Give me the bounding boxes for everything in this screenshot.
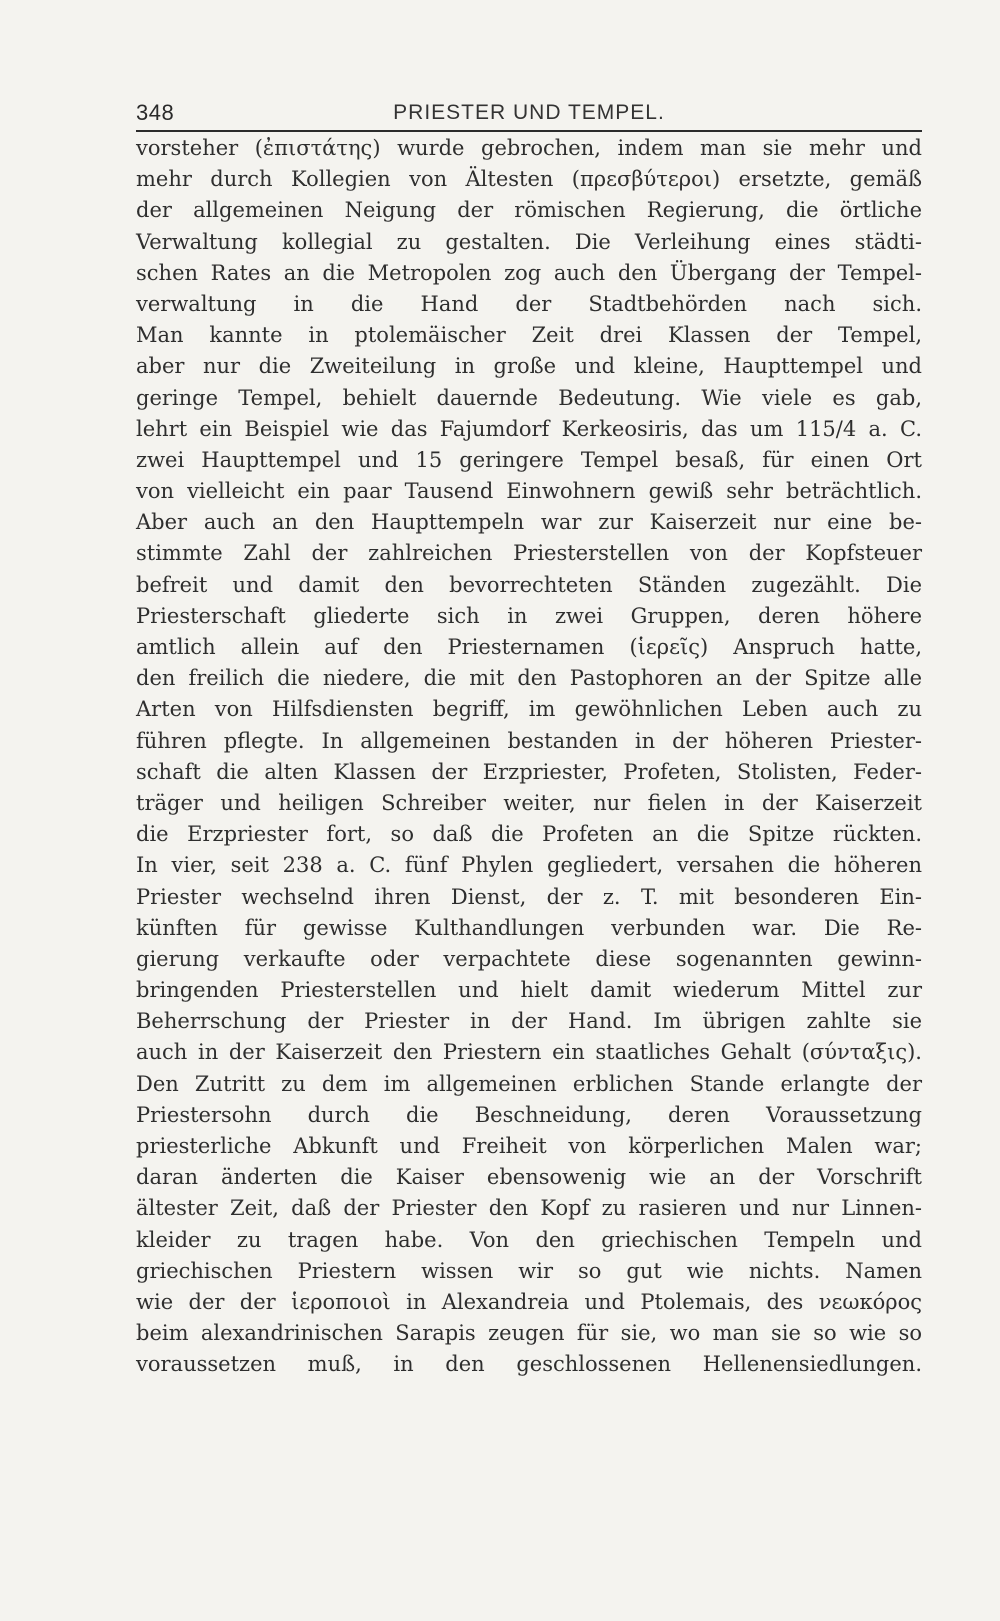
text-line: griechischen Priestern wissen wir so gut wie nichts. Namen	[136, 1258, 922, 1283]
text-line: Priestersohn durch die Beschneidung, deren Voraussetzung	[136, 1102, 922, 1127]
text-line: auch in der Kaiserzeit den Priestern ein staatliches Gehalt (σύνταξις).	[136, 1040, 922, 1065]
page-header	[136, 100, 922, 134]
text-line: kleider zu tragen habe. Von den griechischen Tempeln und	[136, 1227, 922, 1252]
text-line: Beherrschung der Priester in der Hand. Im übrigen zahlte sie	[136, 1009, 922, 1034]
text-line: Verwaltung kollegial zu gestalten. Die Verleihung eines städti-	[136, 229, 922, 254]
text-line: aber nur die Zweiteilung in große und kleine, Haupttempel und	[136, 354, 922, 379]
text-line: schaft die alten Klassen der Erzpriester, Profeten, Stolisten, Feder-	[136, 759, 922, 784]
text-line: Aber auch an den Haupttempeln war zur Kaiserzeit nur eine be-	[136, 510, 922, 535]
text-line: Den Zutritt zu dem im allgemeinen erblichen Stande erlangte der	[136, 1071, 922, 1096]
text-line: Man kannte in ptolemäischer Zeit drei Klassen der Tempel,	[136, 323, 922, 348]
text-line: Priesterschaft gliederte sich in zwei Gruppen, deren höhere	[136, 603, 922, 628]
header-rule	[136, 130, 922, 132]
text-line: geringe Tempel, behielt dauernde Bedeutung. Wie viele es gab,	[136, 385, 922, 410]
text-line: gierung verkaufte oder verpachtete diese sogenannten gewinn-	[136, 946, 922, 971]
text-line: die Erzpriester fort, so daß die Profeten an die Spitze rückten.	[136, 822, 922, 847]
text-line: schen Rates an die Metropolen zog auch den Übergang der Tempel-	[136, 260, 922, 285]
text-line: In vier, seit 238 a. C. fünf Phylen gegliedert, versahen die höheren	[136, 853, 922, 878]
running-title: PRIESTER UND TEMPEL.	[393, 101, 665, 124]
text-line: den freilich die niedere, die mit den Pastophoren an der Spitze alle	[136, 666, 922, 691]
text-line: priesterliche Abkunft und Freiheit von körperlichen Malen war;	[136, 1134, 922, 1158]
text-line: beim alexandrinischen Sarapis zeugen für sie, wo man sie so wie so	[136, 1321, 922, 1346]
text-line: zwei Haupttempel und 15 geringere Tempel besaß, für einen Ort	[136, 447, 922, 472]
text-line: bringenden Priesterstellen und hielt damit wiederum Mittel zur	[136, 978, 922, 1003]
body-text	[136, 133, 922, 1381]
text-line: führen pflegte. In allgemeinen bestanden in der höheren Priester-	[136, 728, 922, 753]
text-line: von vielleicht ein paar Tausend Einwohnern gewiß sehr beträchtlich.	[136, 479, 922, 504]
text-line: befreit und damit den bevorrechteten Ständen zugezählt. Die	[136, 572, 922, 597]
text-line: voraussetzen muß, in den geschlossenen Hellenensiedlungen.	[136, 1352, 922, 1377]
text-line: träger und heiligen Schreiber weiter, nur fielen in der Kaiserzeit	[136, 790, 922, 815]
text-line: wie der der ἱεροποιοὶ in Alexandreia und Ptolemais, des νεωκόρος	[136, 1289, 922, 1314]
text-line: lehrt ein Beispiel wie das Fajumdorf Kerkeosiris, das um 115/4 a. C.	[136, 416, 922, 441]
text-line: verwaltung in die Hand der Stadtbehörden nach sich.	[136, 291, 922, 316]
text-line: vorsteher (ἐπιστάτης) wurde gebrochen, indem man sie mehr und	[136, 136, 922, 160]
text-line: amtlich allein auf den Priesternamen (ἱερεῖς) Anspruch hatte,	[136, 635, 922, 659]
text-line: mehr durch Kollegien von Ältesten (πρεσβύτεροι) ersetzte, gemäß	[136, 167, 922, 192]
page-number: 348	[136, 100, 175, 125]
text-line: Arten von Hilfsdiensten begriff, im gewöhnlichen Leben auch zu	[136, 697, 922, 722]
text-line: ältester Zeit, daß der Priester den Kopf zu rasieren und nur Linnen-	[136, 1196, 922, 1221]
text-line: der allgemeinen Neigung der römischen Regierung, die örtliche	[136, 198, 922, 223]
text-line: Priester wechselnd ihren Dienst, der z. T. mit besonderen Ein-	[136, 884, 922, 909]
text-line: künften für gewisse Kulthandlungen verbunden war. Die Re-	[136, 915, 922, 940]
text-line: stimmte Zahl der zahlreichen Priesterstellen von der Kopfsteuer	[136, 541, 922, 566]
text-line: daran änderten die Kaiser ebensowenig wie an der Vorschrift	[136, 1165, 922, 1190]
